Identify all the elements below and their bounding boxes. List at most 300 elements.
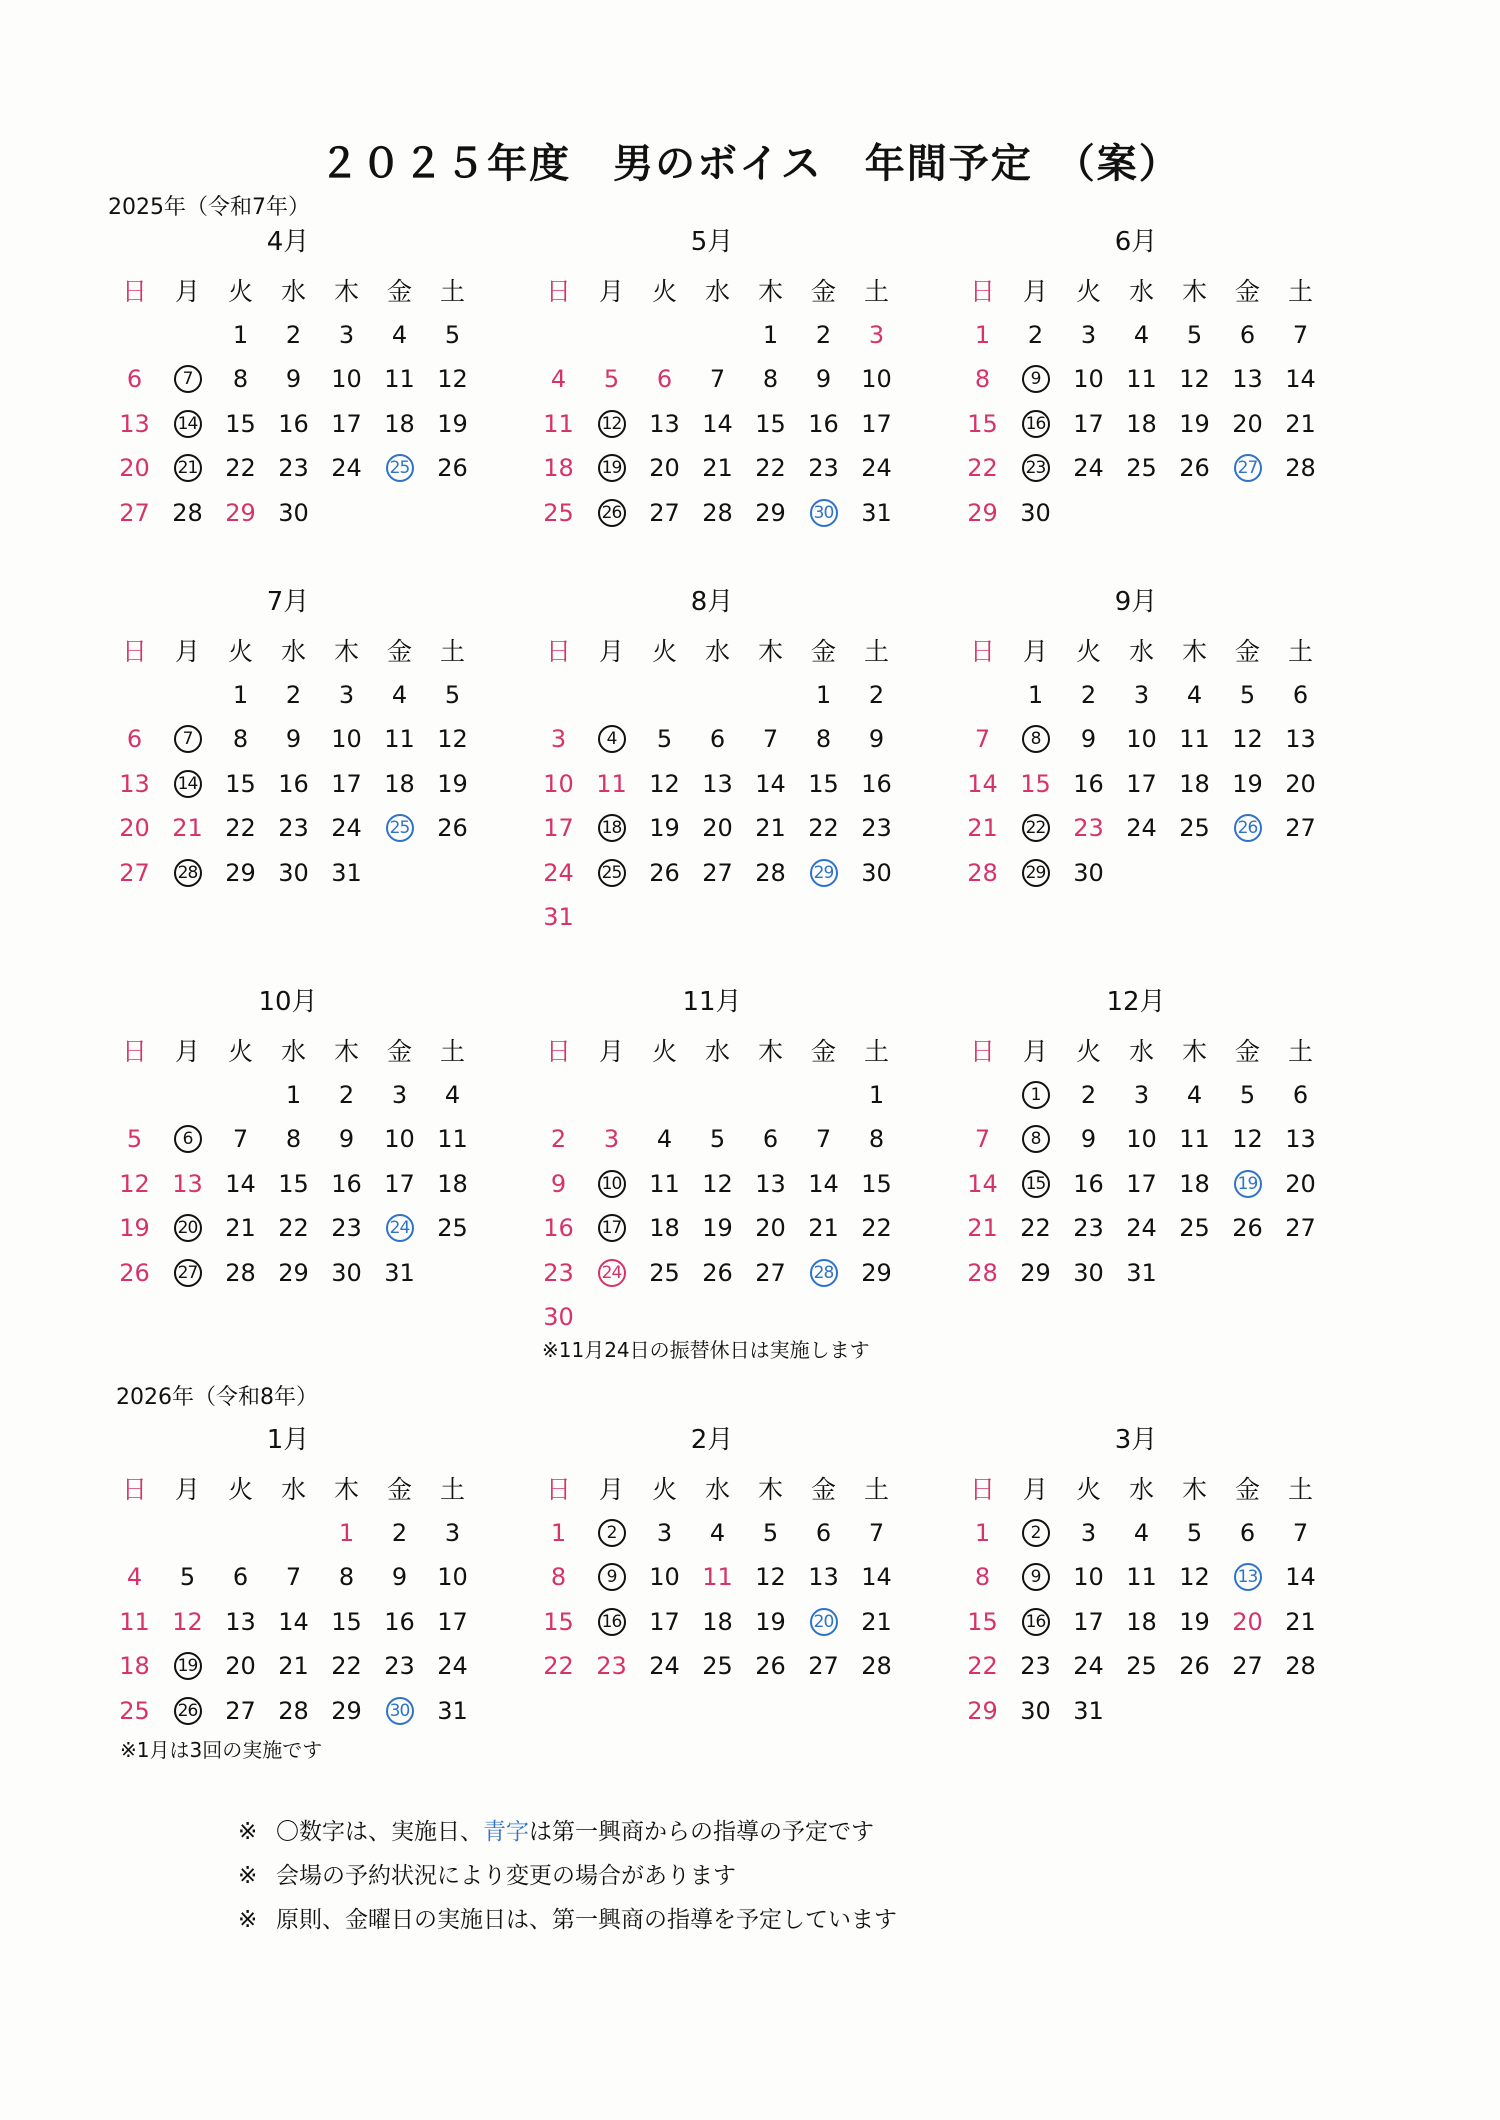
day-cell: 11 <box>543 409 574 438</box>
day-cell: 24 <box>649 1652 680 1681</box>
day-cell: 15 <box>225 409 256 438</box>
day-cell: 7 <box>815 1125 832 1154</box>
guidance-day-marker: 20 <box>810 1608 838 1636</box>
day-cell <box>161 446 214 491</box>
day-cell: 15 <box>755 409 786 438</box>
day-cell: 25 <box>1179 1214 1210 1243</box>
day-cell: 24 <box>1126 1214 1157 1243</box>
weekday-header: 水 <box>704 1475 730 1505</box>
day-cell <box>161 762 214 807</box>
day-cell: 7 <box>974 1125 991 1154</box>
weekday-header: 金 <box>1234 1475 1260 1505</box>
day-cell: 18 <box>119 1652 150 1681</box>
day-cell <box>797 491 850 536</box>
day-cell: 14 <box>278 1607 309 1636</box>
weekday-header: 火 <box>651 637 677 667</box>
day-cell: 14 <box>225 1169 256 1198</box>
day-cell: 29 <box>225 858 256 887</box>
day-cell: 15 <box>225 769 256 798</box>
day-cell: 21 <box>1285 1607 1316 1636</box>
session-day-marker: 20 <box>174 1214 202 1242</box>
day-cell: 21 <box>702 454 733 483</box>
day-cell: 31 <box>331 858 362 887</box>
day-cell: 30 <box>278 858 309 887</box>
session-day-marker: 23 <box>1022 454 1050 482</box>
day-cell <box>797 851 850 896</box>
day-cell: 15 <box>808 769 839 798</box>
day-cell: 16 <box>278 769 309 798</box>
day-cell: 1 <box>550 1518 567 1547</box>
day-cell: 31 <box>437 1696 468 1725</box>
day-cell <box>161 1251 214 1296</box>
day-cell: 18 <box>384 769 415 798</box>
session-day-marker: 16 <box>598 1608 626 1636</box>
day-cell <box>1221 806 1274 851</box>
day-cell: 10 <box>649 1563 680 1592</box>
day-cell: 25 <box>649 1258 680 1287</box>
day-cell: 29 <box>225 498 256 527</box>
day-cell: 3 <box>1133 680 1150 709</box>
footnotes <box>238 1810 897 1942</box>
day-cell: 1 <box>232 320 249 349</box>
day-cell: 23 <box>331 1214 362 1243</box>
note-november: ※11月24日の振替休日は実施します <box>542 1338 870 1362</box>
guidance-day-marker: 25 <box>386 454 414 482</box>
day-cell: 31 <box>384 1258 415 1287</box>
day-cell <box>1009 357 1062 402</box>
day-cell: 9 <box>1080 725 1097 754</box>
day-cell: 19 <box>649 814 680 843</box>
day-cell: 15 <box>1020 769 1051 798</box>
weekday-header: 日 <box>121 1475 147 1505</box>
session-day-marker: 17 <box>598 1214 626 1242</box>
day-cell: 19 <box>437 409 468 438</box>
day-cell: 19 <box>119 1214 150 1243</box>
day-cell: 30 <box>1073 858 1104 887</box>
session-day-marker: 29 <box>1022 859 1050 887</box>
empty-cell <box>108 313 161 358</box>
weekday-header: 日 <box>545 1475 571 1505</box>
day-cell: 7 <box>762 725 779 754</box>
day-cell: 13 <box>1285 725 1316 754</box>
day-cell: 3 <box>1133 1080 1150 1109</box>
day-cell: 12 <box>172 1607 203 1636</box>
session-day-marker: 9 <box>1022 365 1050 393</box>
day-cell <box>585 1162 638 1207</box>
day-cell: 10 <box>384 1125 415 1154</box>
day-cell: 5 <box>1239 1080 1256 1109</box>
weekday-header: 火 <box>1075 277 1101 307</box>
weekday-header: 土 <box>439 277 465 307</box>
day-cell: 27 <box>755 1258 786 1287</box>
day-cell: 21 <box>755 814 786 843</box>
day-cell <box>585 1251 638 1296</box>
month-grid <box>956 1028 1336 1295</box>
day-cell: 11 <box>649 1169 680 1198</box>
session-day-marker: 4 <box>598 725 626 753</box>
empty-cell <box>108 1073 161 1118</box>
day-cell: 24 <box>331 454 362 483</box>
day-cell: 26 <box>1232 1214 1263 1243</box>
day-cell: 4 <box>444 1080 461 1109</box>
day-cell <box>585 717 638 762</box>
guidance-day-marker: 26 <box>1234 814 1262 842</box>
day-cell: 3 <box>603 1125 620 1154</box>
day-cell: 12 <box>649 769 680 798</box>
day-cell: 1 <box>285 1080 302 1109</box>
day-cell: 8 <box>815 725 832 754</box>
day-cell: 12 <box>702 1169 733 1198</box>
day-cell: 22 <box>967 454 998 483</box>
day-cell: 14 <box>1285 365 1316 394</box>
day-cell: 16 <box>1073 769 1104 798</box>
day-cell <box>585 446 638 491</box>
day-cell: 6 <box>126 365 143 394</box>
day-cell: 12 <box>755 1563 786 1592</box>
day-cell <box>373 1206 426 1251</box>
day-cell: 22 <box>1020 1214 1051 1243</box>
day-cell: 1 <box>868 1080 885 1109</box>
page-title: ２０２５年度 男のボイス 年間予定 （案） <box>319 141 1181 187</box>
day-cell: 17 <box>543 814 574 843</box>
weekday-header: 火 <box>651 277 677 307</box>
day-cell: 20 <box>1232 409 1263 438</box>
month-grid <box>532 1466 912 1689</box>
month-name: 3月 <box>1114 1425 1158 1455</box>
weekday-header: 土 <box>439 1037 465 1067</box>
day-cell: 1 <box>974 1518 991 1547</box>
day-cell: 8 <box>974 1563 991 1592</box>
day-cell: 6 <box>762 1125 779 1154</box>
weekday-header: 土 <box>1287 637 1313 667</box>
day-cell: 28 <box>278 1696 309 1725</box>
weekday-header: 金 <box>810 637 836 667</box>
day-cell: 9 <box>285 365 302 394</box>
session-day-marker: 1 <box>1022 1081 1050 1109</box>
day-cell: 18 <box>543 454 574 483</box>
day-cell: 3 <box>656 1518 673 1547</box>
day-cell: 11 <box>119 1607 150 1636</box>
day-cell: 4 <box>550 365 567 394</box>
empty-cell <box>161 1511 214 1556</box>
month-name: 6月 <box>1114 227 1158 257</box>
empty-cell <box>638 1073 691 1118</box>
day-cell: 29 <box>331 1696 362 1725</box>
month-grid <box>108 268 488 535</box>
day-cell: 20 <box>755 1214 786 1243</box>
weekday-header: 日 <box>969 1475 995 1505</box>
day-cell: 15 <box>967 1607 998 1636</box>
weekday-header: 日 <box>545 277 571 307</box>
day-cell <box>585 851 638 896</box>
day-cell: 26 <box>1179 454 1210 483</box>
day-cell: 11 <box>384 725 415 754</box>
day-cell: 27 <box>225 1696 256 1725</box>
day-cell: 17 <box>437 1607 468 1636</box>
month-grid <box>108 1466 488 1733</box>
day-cell: 25 <box>1126 454 1157 483</box>
weekday-header: 水 <box>280 277 306 307</box>
day-cell: 3 <box>1080 320 1097 349</box>
month-12 <box>956 1420 1336 1733</box>
day-cell: 24 <box>1073 454 1104 483</box>
empty-cell <box>161 1073 214 1118</box>
day-cell: 6 <box>126 725 143 754</box>
day-cell: 27 <box>1285 1214 1316 1243</box>
day-cell: 9 <box>285 725 302 754</box>
day-cell: 1 <box>974 320 991 349</box>
day-cell: 3 <box>550 725 567 754</box>
day-cell: 26 <box>755 1652 786 1681</box>
session-day-marker: 28 <box>174 859 202 887</box>
empty-cell <box>214 1511 267 1556</box>
month-grid <box>956 628 1336 895</box>
weekday-header: 日 <box>969 637 995 667</box>
session-day-marker: 24 <box>598 1259 626 1287</box>
day-cell: 4 <box>1133 1518 1150 1547</box>
day-cell: 19 <box>1179 1607 1210 1636</box>
day-cell <box>1009 851 1062 896</box>
day-cell: 15 <box>331 1607 362 1636</box>
day-cell: 27 <box>119 498 150 527</box>
weekday-header: 水 <box>280 1475 306 1505</box>
weekday-header: 土 <box>1287 1475 1313 1505</box>
day-cell: 12 <box>119 1169 150 1198</box>
day-cell: 3 <box>391 1080 408 1109</box>
day-cell: 25 <box>702 1652 733 1681</box>
day-cell: 11 <box>702 1563 733 1592</box>
month-name: 12月 <box>1106 987 1166 1017</box>
day-cell: 6 <box>232 1563 249 1592</box>
day-cell: 8 <box>232 725 249 754</box>
day-cell: 6 <box>656 365 673 394</box>
day-cell: 16 <box>543 1214 574 1243</box>
day-cell: 1 <box>815 680 832 709</box>
guidance-day-marker: 27 <box>1234 454 1262 482</box>
weekday-header: 金 <box>386 1475 412 1505</box>
month-name: 5月 <box>690 227 734 257</box>
day-cell: 3 <box>338 320 355 349</box>
day-cell: 24 <box>437 1652 468 1681</box>
day-cell: 12 <box>437 365 468 394</box>
day-cell: 29 <box>1020 1258 1051 1287</box>
day-cell: 13 <box>1285 1125 1316 1154</box>
weekday-header: 火 <box>651 1037 677 1067</box>
day-cell <box>585 1206 638 1251</box>
day-cell: 30 <box>1073 1258 1104 1287</box>
day-cell: 24 <box>543 858 574 887</box>
day-cell: 12 <box>1232 1125 1263 1154</box>
day-cell: 19 <box>437 769 468 798</box>
month-name: 11月 <box>682 987 742 1017</box>
day-cell: 17 <box>861 409 892 438</box>
empty-cell <box>108 1511 161 1556</box>
day-cell: 26 <box>119 1258 150 1287</box>
weekday-header: 火 <box>227 277 253 307</box>
day-cell: 30 <box>1020 498 1051 527</box>
footnote-3: ※ 原則、金曜日の実施日は、第一興商の指導を予定しています <box>238 1907 897 1933</box>
note-january: ※1月は3回の実施です <box>120 1738 323 1762</box>
day-cell: 22 <box>225 454 256 483</box>
weekday-header: 月 <box>174 1475 200 1505</box>
empty-cell <box>161 313 214 358</box>
footnote-1: ※ 〇数字は、実施日、青字は第一興商からの指導の予定です <box>238 1819 874 1845</box>
day-cell: 17 <box>331 409 362 438</box>
empty-cell <box>161 673 214 718</box>
day-cell: 5 <box>1186 1518 1203 1547</box>
weekday-header: 日 <box>969 277 995 307</box>
weekday-header: 火 <box>1075 1037 1101 1067</box>
weekday-header: 月 <box>174 1037 200 1067</box>
day-cell: 6 <box>815 1518 832 1547</box>
day-cell: 12 <box>1179 365 1210 394</box>
day-cell: 5 <box>126 1125 143 1154</box>
weekday-header: 日 <box>969 1037 995 1067</box>
day-cell: 7 <box>974 725 991 754</box>
day-cell: 20 <box>1232 1607 1263 1636</box>
weekday-header: 金 <box>386 637 412 667</box>
day-cell: 10 <box>1126 725 1157 754</box>
day-cell: 18 <box>1179 769 1210 798</box>
session-day-marker: 19 <box>598 454 626 482</box>
day-cell: 22 <box>755 454 786 483</box>
day-cell: 20 <box>649 454 680 483</box>
day-cell: 21 <box>225 1214 256 1243</box>
day-cell: 10 <box>543 769 574 798</box>
empty-cell <box>691 673 744 718</box>
month-name: 7月 <box>266 587 310 617</box>
month-name: 10月 <box>258 987 318 1017</box>
year-label-2025: 2025年（令和7年） <box>108 195 310 220</box>
day-cell: 5 <box>656 725 673 754</box>
guidance-day-marker: 25 <box>386 814 414 842</box>
day-cell: 21 <box>1285 409 1316 438</box>
day-cell: 23 <box>1073 1214 1104 1243</box>
weekday-header: 月 <box>174 277 200 307</box>
month-grid <box>956 1466 1336 1733</box>
day-cell: 2 <box>1080 680 1097 709</box>
month-8 <box>532 982 912 1340</box>
day-cell: 21 <box>278 1652 309 1681</box>
day-cell: 27 <box>702 858 733 887</box>
day-cell: 5 <box>709 1125 726 1154</box>
month-3 <box>956 222 1336 535</box>
day-cell: 10 <box>861 365 892 394</box>
month-name: 8月 <box>690 587 734 617</box>
day-cell: 2 <box>815 320 832 349</box>
month-name: 1月 <box>266 1425 310 1455</box>
empty-cell <box>691 313 744 358</box>
day-cell: 21 <box>808 1214 839 1243</box>
day-cell: 13 <box>702 769 733 798</box>
empty-cell <box>797 1073 850 1118</box>
session-day-marker: 26 <box>598 499 626 527</box>
day-cell: 21 <box>861 1607 892 1636</box>
day-cell <box>373 446 426 491</box>
day-cell: 27 <box>1285 814 1316 843</box>
day-cell: 28 <box>967 1258 998 1287</box>
day-cell: 29 <box>278 1258 309 1287</box>
footnote-2: ※ 会場の予約状況により変更の場合があります <box>238 1863 736 1889</box>
day-cell: 27 <box>119 858 150 887</box>
day-cell: 8 <box>550 1563 567 1592</box>
weekday-header: 火 <box>227 1037 253 1067</box>
day-cell: 16 <box>331 1169 362 1198</box>
month-grid <box>532 1028 912 1340</box>
empty-cell <box>638 313 691 358</box>
day-cell: 20 <box>1285 1169 1316 1198</box>
empty-cell <box>585 313 638 358</box>
day-cell: 29 <box>755 498 786 527</box>
day-cell: 7 <box>1292 320 1309 349</box>
day-cell <box>161 1644 214 1689</box>
month-name: 9月 <box>1114 587 1158 617</box>
day-cell: 24 <box>1126 814 1157 843</box>
weekday-header: 金 <box>810 1037 836 1067</box>
day-cell: 22 <box>278 1214 309 1243</box>
day-cell <box>373 1689 426 1734</box>
day-cell: 8 <box>974 365 991 394</box>
session-day-marker: 7 <box>174 365 202 393</box>
day-cell: 17 <box>649 1607 680 1636</box>
weekday-header: 水 <box>1128 277 1154 307</box>
day-cell <box>1221 1162 1274 1207</box>
weekday-header: 土 <box>863 637 889 667</box>
day-cell: 25 <box>1126 1652 1157 1681</box>
weekday-header: 土 <box>1287 277 1313 307</box>
day-cell: 23 <box>1073 814 1104 843</box>
day-cell: 20 <box>119 814 150 843</box>
weekday-header: 月 <box>1022 1037 1048 1067</box>
session-day-marker: 8 <box>1022 1125 1050 1153</box>
day-cell <box>1009 446 1062 491</box>
day-cell <box>1009 402 1062 447</box>
weekday-header: 木 <box>1181 1037 1207 1067</box>
weekday-header: 金 <box>386 277 412 307</box>
day-cell: 20 <box>119 454 150 483</box>
weekday-header: 月 <box>598 637 624 667</box>
month-11 <box>532 1420 912 1689</box>
day-cell: 9 <box>815 365 832 394</box>
weekday-header: 土 <box>863 277 889 307</box>
day-cell: 1 <box>232 680 249 709</box>
day-cell: 12 <box>437 725 468 754</box>
day-cell: 22 <box>808 814 839 843</box>
day-cell: 11 <box>1126 365 1157 394</box>
day-cell: 5 <box>179 1563 196 1592</box>
weekday-header: 火 <box>1075 637 1101 667</box>
day-cell: 19 <box>755 1607 786 1636</box>
day-cell: 28 <box>702 498 733 527</box>
day-cell: 19 <box>1179 409 1210 438</box>
day-cell: 31 <box>543 903 574 932</box>
weekday-header: 金 <box>1234 277 1260 307</box>
session-day-marker: 14 <box>174 410 202 438</box>
day-cell: 30 <box>861 858 892 887</box>
day-cell: 23 <box>278 454 309 483</box>
day-cell <box>797 1600 850 1645</box>
weekday-header: 木 <box>757 1475 783 1505</box>
weekday-header: 水 <box>704 637 730 667</box>
day-cell: 13 <box>172 1169 203 1198</box>
weekday-header: 金 <box>1234 637 1260 667</box>
day-cell: 15 <box>278 1169 309 1198</box>
weekday-header: 土 <box>863 1475 889 1505</box>
day-cell: 8 <box>285 1125 302 1154</box>
day-cell: 28 <box>1285 1652 1316 1681</box>
empty-cell <box>108 673 161 718</box>
weekday-header: 土 <box>439 637 465 667</box>
